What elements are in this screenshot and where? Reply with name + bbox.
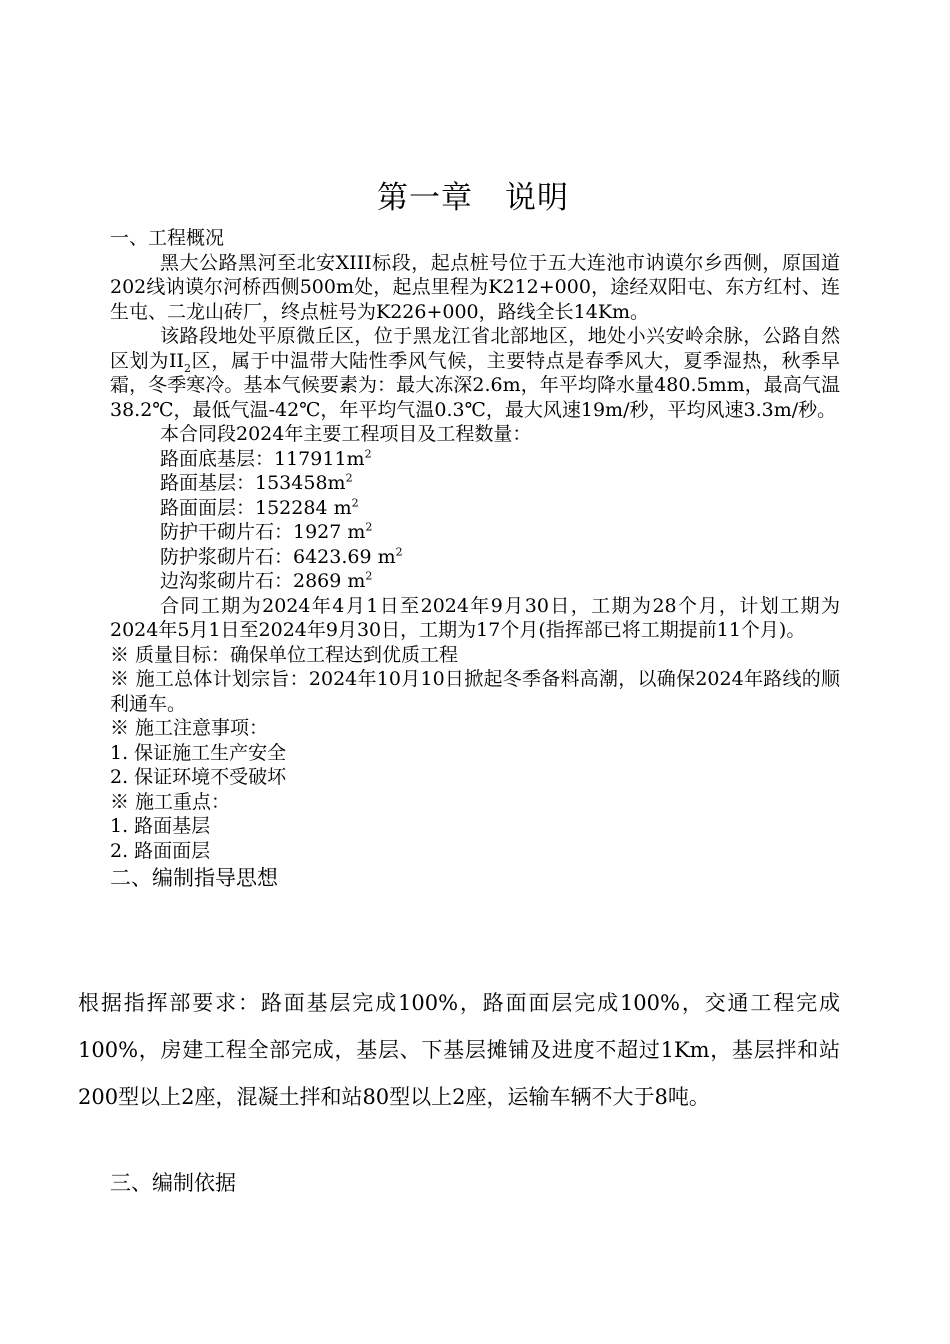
quantity-item: 路面底基层：$117911m^2$ bbox=[160, 447, 372, 470]
overview-paragraph: 黑大公路黑河至北安XIII标段，起点桩号位于五大连池市讷谟尔乡西侧，原国道202线讷谟尔河桥西侧500m处，起点里程为K212+000，途经双阳屯、东方红村、连生屯、二龙山砖厂，终点桩号为K226+000，路线全长14Km。 bbox=[110, 251, 840, 323]
section-2-body bbox=[78, 980, 840, 1121]
quality-goal: ※ 质量目标：确保单位工程达到优质工程 bbox=[110, 643, 459, 666]
section-3-heading: 三、编制依据 bbox=[110, 1171, 236, 1195]
overall-plan: ※ 施工总体计划宗旨：2024年10月10日掀起冬季备料高潮，以确保2024年路线的顺利通车。 bbox=[110, 668, 840, 715]
chapter-title: 第一章 说明 bbox=[377, 180, 569, 216]
section-1 bbox=[110, 226, 840, 893]
note-item: 1. 保证施工生产安全 bbox=[110, 741, 287, 764]
note-item: 2. 保证环境不受破坏 bbox=[110, 766, 287, 788]
guidance-paragraph: 根据指挥部要求：路面基层完成100%，路面面层完成100%，交通工程完成100%，房建工程全部完成，基层、下基层摊铺及进度不超过1Km，基层拌和站200型以上2座，混凝土拌和站80型以上2座，运输车辆不大于8吨。 bbox=[78, 991, 840, 1109]
section-2-heading: 二、编制指导思想 bbox=[110, 866, 278, 890]
quantity-item: 边沟浆砌片石：2869 $m^2$ bbox=[160, 569, 373, 592]
quantity-item: 防护浆砌片石：6423.69 $m^2$ bbox=[160, 545, 403, 568]
schedule-paragraph: 合同工期为2024年4月1日至2024年9月30日，工期为28个月，计划工期为2024年5月1日至2024年9月30日，工期为17个月(指挥部已将工期提前11个月)。 bbox=[110, 594, 840, 641]
quantities-intro: 本合同段2024年主要工程项目及工程数量： bbox=[160, 423, 532, 445]
focus-item: 1. 路面基层 bbox=[110, 815, 211, 837]
section-1-heading: 一、工程概况 bbox=[110, 227, 225, 249]
notes-heading: ※ 施工注意事项： bbox=[110, 717, 269, 739]
climate-text-b: 区，属于中温带大陆性季风气候，主要特点是春季风大，夏季湿热，秋季早霜，冬季寒冷。基本气候要素为：最大冻深2.6m，年平均降水量480.5mm，最高气温38.2℃，最低气温-42℃，年平均气温0.3℃，最大风速19m/秒，平均风速3.3m/秒。 bbox=[110, 349, 840, 421]
quantity-item: 防护干砌片石：1927 $m^2$ bbox=[160, 520, 373, 543]
focus-heading: ※ 施工重点： bbox=[110, 790, 231, 813]
climate-subscript: 2 bbox=[184, 361, 192, 375]
climate-text-a: 该路段地处平原微丘区，位于黑龙江省北部地区，地处小兴安岭余脉，公路自然区划为II bbox=[110, 325, 840, 372]
quantity-item: 路面面层：152284 $m^2$ bbox=[160, 496, 359, 519]
quantity-item: 路面基层：$153458m^2$ bbox=[160, 471, 353, 494]
focus-item: 2. 路面面层 bbox=[110, 839, 211, 862]
climate-paragraph bbox=[110, 324, 840, 422]
